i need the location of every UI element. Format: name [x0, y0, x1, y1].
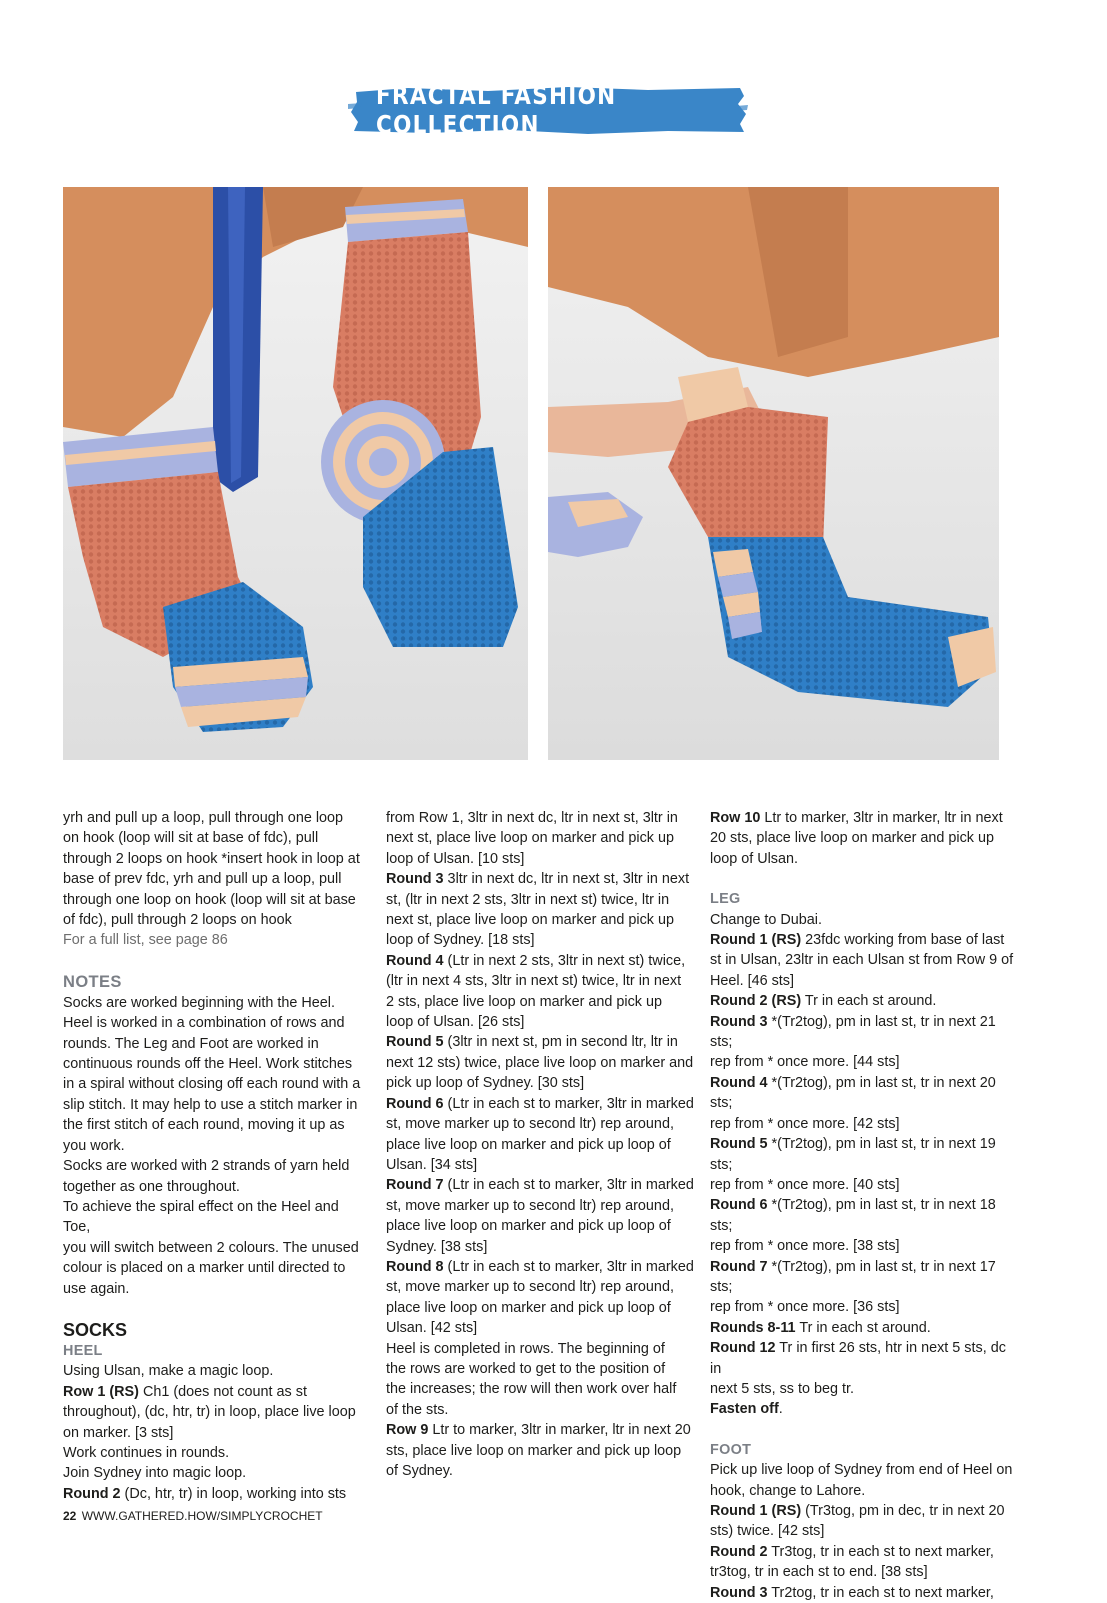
row9-line: of Sydney.: [386, 1463, 453, 1479]
notes-line: in a spiral without closing off each round with a: [63, 1076, 361, 1093]
leg-round7-text: *(Tr2tog), pm in last st, tr in next 17 sts;: [710, 1258, 996, 1295]
leg-rounds8-11-line: [710, 1318, 1020, 1338]
full-list-reference: For a full list, see page 86: [63, 932, 228, 949]
intro-line: through one loop on hook (loop will sit at base: [63, 891, 356, 908]
foot-round1-label: Round 1 (RS): [710, 1503, 802, 1519]
page-footer: [63, 1509, 323, 1523]
foot-round2-line: [710, 1542, 1020, 1562]
leg-round1-line: [710, 930, 1020, 950]
round3-text: 3ltr in next dc, ltr in next st, 3ltr in next: [443, 871, 690, 888]
round4-line: [386, 951, 694, 971]
round8-line: st, move marker up to second ltr) rep around,: [386, 1279, 674, 1296]
row1-label: Row 1 (RS): [63, 1383, 139, 1400]
leg-round1-line: Heel. [46 sts]: [710, 972, 794, 989]
heel-line: Using Ulsan, make a magic loop.: [63, 1363, 274, 1380]
page-number: 22: [63, 1509, 77, 1523]
round8-text: (Ltr in each st to marker, 3ltr in marked: [443, 1258, 694, 1275]
leg-round2-label: Round 2 (RS): [710, 993, 802, 1010]
leg-round2-text: Tr in each st around.: [801, 993, 937, 1010]
photo-socks-back-view: [63, 187, 528, 760]
foot-intro-line: Pick up live loop of Sydney from end of Heel on: [710, 1462, 1013, 1479]
notes-line: use again.: [63, 1280, 130, 1297]
leg-round4-text: *(Tr2tog), pm in last st, tr in next 20 sts;: [710, 1074, 996, 1112]
foot-round3-text: Tr2tog, tr in each st to next marker,: [767, 1584, 994, 1601]
row9-line: sts, place live loop on marker and pick up loop: [386, 1442, 682, 1459]
notes-line: rounds. The Leg and Foot are worked in: [63, 1035, 319, 1052]
notes-line: continuous rounds off the Heel. Work stitches: [63, 1056, 353, 1073]
leg-round3-line: [710, 1012, 1020, 1053]
round8-line: Ulsan. [42 sts]: [386, 1320, 478, 1337]
website-url[interactable]: WWW.GATHERED.HOW/SIMPLYCROCHET: [81, 1509, 323, 1523]
leg-round7-line: rep from * once more. [36 sts]: [710, 1299, 900, 1316]
round6-line: place live loop on marker and pick up loop of: [386, 1136, 671, 1153]
round8-label: Round 8: [386, 1258, 444, 1275]
leg-round6-line: [710, 1195, 1020, 1236]
round3-line: st, (ltr in next 2 sts, 3ltr in next st) twice, ltr in: [386, 891, 670, 908]
round3-line: [386, 869, 694, 889]
leg-round2-line: [710, 991, 1020, 1011]
leg-round5-line: [710, 1134, 1020, 1175]
foot-round2-label: Round 2: [710, 1543, 768, 1560]
notes-line: the first stitch of each round, moving it up as: [63, 1117, 345, 1134]
row1-line: throughout), (dc, htr, tr) in loop, place live loop: [63, 1404, 356, 1421]
row1-line: on marker. [3 sts]: [63, 1424, 174, 1441]
header-banner: [348, 81, 748, 139]
round8-line: place live loop on marker and pick up loop of: [386, 1299, 671, 1316]
text-column-3: [710, 808, 1020, 1603]
foot-round1-text: (Tr3tog, pm in dec, tr in next 20: [801, 1503, 1005, 1519]
intro-line: on hook (loop will sit at base of fdc), pull: [63, 830, 319, 847]
heel-line: Join Sydney into magic loop.: [63, 1465, 247, 1482]
round7-line: place live loop on marker and pick up loop of: [386, 1218, 671, 1235]
foot-intro-line: hook, change to Lahore.: [710, 1482, 866, 1499]
leg-round1-label: Round 1 (RS): [710, 932, 802, 949]
round2-line: [63, 1484, 367, 1504]
row9-text: Ltr to marker, 3ltr in marker, ltr in next 20: [428, 1422, 691, 1439]
foot-round1-line: sts) twice. [42 sts]: [710, 1523, 825, 1540]
leg-round5-label: Round 5: [710, 1136, 768, 1153]
leg-rounds8-11-label: Rounds 8-11: [710, 1319, 796, 1336]
row10-line: 20 sts, place live loop on marker and pick up: [710, 830, 994, 847]
leg-round12-text: Tr in first 26 sts, htr in next 5 sts, dc in: [710, 1340, 1006, 1377]
fasten-off-label: Fasten off: [710, 1401, 779, 1418]
row10-text: Ltr to marker, 3ltr in marker, ltr in next: [760, 810, 1003, 826]
round4-line: loop of Ulsan. [26 sts]: [386, 1014, 525, 1031]
foot-round2-text: Tr3tog, tr in each st to next marker,: [767, 1543, 994, 1560]
round3-label: Round 3: [386, 871, 444, 888]
notes-line: Socks are worked beginning with the Heel.: [63, 994, 335, 1011]
fasten-off-line: [710, 1399, 1020, 1419]
row10-label: Row 10: [710, 810, 761, 826]
leg-round6-label: Round 6: [710, 1197, 768, 1214]
notes-line: together as one throughout.: [63, 1178, 240, 1195]
round4-text: (Ltr in next 2 sts, 3ltr in next st) twice,: [443, 952, 686, 969]
round3-line: loop of Sydney. [18 sts]: [386, 932, 535, 949]
foot-round2-line: tr3tog, tr in each st to end. [38 sts]: [710, 1564, 928, 1581]
round4-line: (ltr in next 4 sts, 3ltr in next st) twice, ltr in next: [386, 973, 682, 990]
intro-line: of fdc), pull through 2 loops on hook: [63, 912, 292, 929]
leg-round6-text: *(Tr2tog), pm in last st, tr in next 18 sts;: [710, 1197, 996, 1234]
round7-label: Round 7: [386, 1177, 444, 1194]
notes-line: Heel is worked in a combination of rows and: [63, 1015, 345, 1032]
round6-line: Ulsan. [34 sts]: [386, 1156, 478, 1173]
round5-line: pick up loop of Sydney. [30 sts]: [386, 1075, 585, 1092]
leg-round3-text: *(Tr2tog), pm in last st, tr in next 21 sts;: [710, 1013, 996, 1051]
foot-round3-line: [710, 1583, 1020, 1603]
heel-line: Work continues in rounds.: [63, 1444, 230, 1461]
row9-label: Row 9: [386, 1422, 429, 1439]
rows-note-line: the increases; the row will then work over half: [386, 1381, 677, 1398]
round5-label: Round 5: [386, 1034, 444, 1051]
leg-round12-line: [710, 1338, 1020, 1379]
round6-line: st, move marker up to second ltr) rep around,: [386, 1116, 674, 1133]
text-column-1: [63, 808, 367, 1504]
round5-line: [386, 1032, 694, 1052]
leg-round12-line: next 5 sts, ss to beg tr.: [710, 1380, 854, 1397]
leg-round3-label: Round 3: [710, 1013, 768, 1030]
leg-round4-line: [710, 1073, 1020, 1114]
row9-line: [386, 1420, 694, 1440]
leg-round6-line: rep from * once more. [38 sts]: [710, 1238, 900, 1255]
foot-round3-label: Round 3: [710, 1584, 768, 1601]
leg-round4-label: Round 4: [710, 1074, 768, 1091]
leg-heading: LEG: [710, 891, 741, 908]
round4-label: Round 4: [386, 952, 444, 969]
round6-text: (Ltr in each st to marker, 3ltr in marked: [443, 1095, 694, 1112]
notes-heading: NOTES: [63, 972, 122, 991]
round3-line: next st, place live loop on marker and pick up: [386, 912, 674, 929]
round6-label: Round 6: [386, 1095, 444, 1112]
lead-line: loop of Ulsan. [10 sts]: [386, 850, 525, 867]
notes-line: slip stitch. It may help to use a stitch marker in: [63, 1096, 358, 1113]
heel-heading: HEEL: [63, 1342, 103, 1359]
socks-heading: SOCKS: [63, 1319, 128, 1340]
leg-intro: Change to Dubai.: [710, 911, 823, 928]
foot-heading: FOOT: [710, 1441, 752, 1458]
row10-line: loop of Ulsan.: [710, 850, 798, 867]
leg-round3-line: rep from * once more. [44 sts]: [710, 1054, 900, 1071]
notes-line: To achieve the spiral effect on the Heel and Toe,: [63, 1198, 339, 1236]
round6-line: [386, 1094, 694, 1114]
leg-round5-line: rep from * once more. [40 sts]: [710, 1176, 900, 1193]
row10-line: [710, 808, 1020, 828]
round4-line: 2 sts, place live loop on marker and pick up: [386, 993, 662, 1010]
foot-round1-line: [710, 1501, 1020, 1521]
leg-round7-line: [710, 1257, 1020, 1298]
intro-line: yrh and pull up a loop, pull through one loop: [63, 810, 344, 826]
notes-line: colour is placed on a marker until directed to: [63, 1260, 346, 1277]
notes-line: you will switch between 2 colours. The unused: [63, 1239, 359, 1256]
fasten-off-dot: .: [778, 1401, 783, 1418]
round2-label: Round 2: [63, 1485, 121, 1502]
notes-line: Socks are worked with 2 strands of yarn held: [63, 1158, 350, 1175]
lead-line: from Row 1, 3ltr in next dc, ltr in next st, 3ltr in: [386, 810, 678, 826]
leg-round1-line: st in Ulsan, 23ltr in each Ulsan st from Row 9 of: [710, 952, 1014, 969]
rows-note-line: of the sts.: [386, 1401, 449, 1418]
round2-text: (Dc, htr, tr) in loop, working into sts: [120, 1485, 347, 1502]
leg-round12-label: Round 12: [710, 1340, 776, 1357]
leg-round4-line: rep from * once more. [42 sts]: [710, 1115, 900, 1132]
row1-line: [63, 1382, 367, 1402]
leg-round1-text: 23fdc working from base of last: [801, 932, 1005, 949]
round7-line: [386, 1175, 694, 1195]
leg-round5-text: *(Tr2tog), pm in last st, tr in next 19 sts;: [710, 1136, 996, 1173]
round8-line: [386, 1257, 694, 1277]
notes-line: you work.: [63, 1137, 125, 1154]
intro-line: through 2 loops on hook *insert hook in loop at: [63, 850, 360, 867]
photo-socks-side-view: [548, 187, 999, 760]
round5-text: (3ltr in next st, pm in second ltr, ltr in: [443, 1034, 678, 1051]
round7-line: Sydney. [38 sts]: [386, 1238, 488, 1255]
rows-note-line: the rows are worked to get to the position of: [386, 1360, 666, 1377]
rows-note-line: Heel is completed in rows. The beginning of: [386, 1340, 665, 1357]
row1-text: Ch1 (does not count as st: [138, 1383, 307, 1400]
round7-line: st, move marker up to second ltr) rep around,: [386, 1197, 674, 1214]
leg-round7-label: Round 7: [710, 1258, 768, 1275]
lead-line: next st, place live loop on marker and pick up: [386, 830, 674, 847]
round5-line: next 12 sts) twice, place live loop on marker and: [386, 1054, 694, 1071]
round7-text: (Ltr in each st to marker, 3ltr in marked: [443, 1177, 694, 1194]
intro-line: base of prev fdc, yrh and pull up a loop, pull: [63, 871, 342, 888]
page-header-title: FRACTAL FASHION COLLECTION: [376, 81, 617, 139]
text-column-2: [386, 808, 694, 1481]
leg-rounds8-11-text: Tr in each st around.: [795, 1319, 931, 1336]
